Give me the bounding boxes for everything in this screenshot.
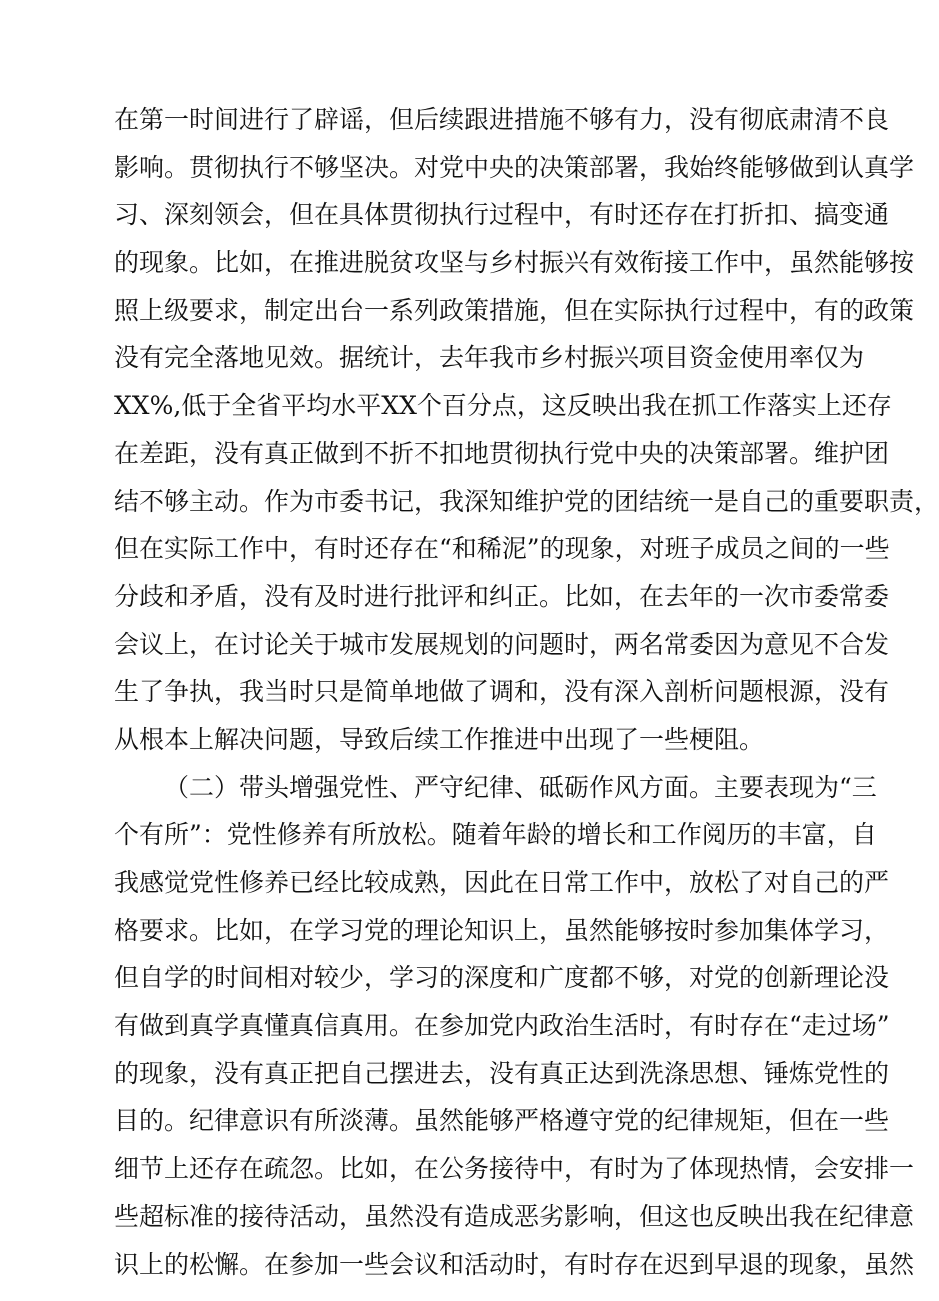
text-line-10: 但在实际工作中，有时还存在“和稀泥”的现象，对班子成员之间的一些 <box>114 534 890 564</box>
text-line-21: 的现象，没有真正把自己摆进去，没有真正达到洗涤思想、锤炼党性的 <box>114 1058 890 1088</box>
text-line-7: XX%,低于全省平均水平XX个百分点，这反映出我在抓工作落实上还存 <box>114 391 892 421</box>
text-line-24: 些超标准的接待活动，虽然没有造成恶劣影响，但这也反映出我在纪律意 <box>114 1201 915 1231</box>
text-line-3: 习、深刻领会，但在具体贯彻执行过程中，有时还存在打折扣、搞变通 <box>114 200 890 230</box>
body-text <box>114 96 939 1288</box>
text-line-23: 细节上还存在疏忽。比如，在公务接待中，有时为了体现热情，会安排一 <box>114 1154 915 1184</box>
text-line-17: 我感觉党性修养已经比较成熟，因此在日常工作中，放松了对自己的严 <box>114 868 890 897</box>
text-line-9: 结不够主动。作为市委书记，我深知维护党的团结统一是自己的重要职责， <box>114 486 939 516</box>
text-line-8: 在差距，没有真正做到不折不扣地贯彻执行党中央的决策部署。维护团 <box>114 438 890 468</box>
text-line-18: 格要求。比如，在学习党的理论知识上，虽然能够按时参加集体学习， <box>114 915 890 945</box>
text-line-6: 没有完全落地见效。据统计，去年我市乡村振兴项目资金使用率仅为 <box>114 343 865 373</box>
text-line-5: 照上级要求，制定出台一系列政策措施，但在实际执行过程中，有的政策 <box>114 295 915 325</box>
text-line-1: 在第一时间进行了辟谣，但后续跟进措施不够有力，没有彻底肃清不良 <box>114 105 890 134</box>
text-line-13: 生了争执，我当时只是简单地做了调和，没有深入剖析问题根源，没有 <box>114 677 890 707</box>
text-line-12: 会议上，在讨论关于城市发展规划的问题时，两名常委因为意见不合发 <box>114 629 890 659</box>
text-line-11: 分歧和矛盾，没有及时进行批评和纠正。比如，在去年的一次市委常委 <box>114 581 890 611</box>
text-line-4: 的现象。比如，在推进脱贫攻坚与乡村振兴有效衔接工作中，虽然能够按 <box>114 248 915 278</box>
text-line-20: 有做到真学真懂真信真用。在参加党内政治生活时，有时存在“走过场” <box>114 1011 890 1041</box>
text-line-2: 影响。贯彻执行不够坚决。对党中央的决策部署，我始终能够做到认真学 <box>114 152 915 182</box>
text-line-22: 目的。纪律意识有所淡薄。虽然能够严格遵守党的纪律规矩，但在一些 <box>114 1106 890 1136</box>
text-line-25: 识上的松懈。在参加一些会议和活动时，有时存在迟到早退的现象，虽然 <box>114 1249 915 1279</box>
text-line-14: 从根本上解决问题，导致后续工作推进中出现了一些梗阻。 <box>114 724 765 754</box>
text-line-19: 但自学的时间相对较少，学习的深度和广度都不够，对党的创新理论没 <box>114 963 890 993</box>
text-line-16: 个有所”：党性修养有所放松。随着年龄的增长和工作阅历的丰富，自 <box>114 820 877 850</box>
section-heading-line: （二）带头增强党性、严守纪律、砥砺作风方面。主要表现为“三 <box>164 772 877 802</box>
